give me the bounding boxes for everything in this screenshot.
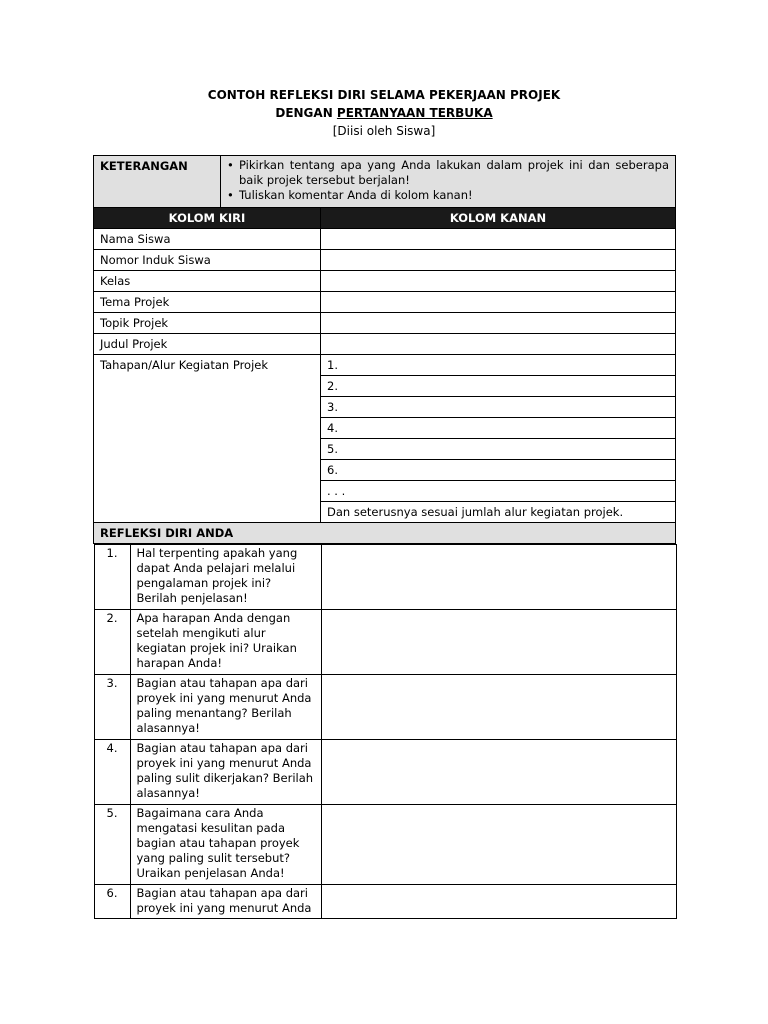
document-heading xyxy=(0,86,768,140)
field-label: Judul Projek xyxy=(94,334,321,355)
keterangan-bullet: • Pikirkan tentang apa yang Anda lakukan dalam projek ini dan seberapa baik projek tersebut berjalan! xyxy=(227,158,669,188)
tahapan-step[interactable]: 6. xyxy=(321,460,676,481)
field-row xyxy=(94,271,676,292)
answer-cell[interactable] xyxy=(321,675,676,740)
answer-cell[interactable] xyxy=(321,545,676,610)
question-text: Bagaimana cara Anda mengatasi kesulitan pada bagian atau tahapan proyek yang paling sulit tersebut? Uraikan penjelasan Anda! xyxy=(130,805,321,885)
question-number: 5. xyxy=(94,805,130,885)
keterangan-row xyxy=(94,156,676,208)
question-row xyxy=(94,610,676,675)
tahapan-step[interactable]: . . . xyxy=(321,481,676,502)
question-text: Bagian atau tahapan apa dari proyek ini yang menurut Anda xyxy=(130,885,321,919)
title-line-2-prefix: DENGAN xyxy=(275,106,337,120)
tahapan-label: Tahapan/Alur Kegiatan Projek xyxy=(94,355,321,523)
field-value[interactable] xyxy=(321,334,676,355)
refleksi-heading: REFLEKSI DIRI ANDA xyxy=(94,523,676,544)
column-header-right: KOLOM KANAN xyxy=(321,208,676,229)
question-text: Apa harapan Anda dengan setelah mengikuti alur kegiatan projek ini? Uraikan harapan Anda! xyxy=(130,610,321,675)
keterangan-content xyxy=(221,156,676,208)
question-number: 6. xyxy=(94,885,130,919)
title-line-2-underlined: PERTANYAAN TERBUKA xyxy=(336,106,493,120)
field-value[interactable] xyxy=(321,271,676,292)
answer-cell[interactable] xyxy=(321,610,676,675)
field-value[interactable] xyxy=(321,313,676,334)
keterangan-bullet: • Tuliskan komentar Anda di kolom kanan! xyxy=(227,188,669,203)
answer-cell[interactable] xyxy=(321,885,676,919)
keterangan-bullets xyxy=(227,156,669,203)
field-label: Tema Projek xyxy=(94,292,321,313)
title-line-2 xyxy=(0,104,768,122)
field-row xyxy=(94,313,676,334)
question-number: 4. xyxy=(94,740,130,805)
answer-cell[interactable] xyxy=(321,805,676,885)
field-row xyxy=(94,334,676,355)
field-row xyxy=(94,229,676,250)
question-text: Bagian atau tahapan apa dari proyek ini yang menurut Anda paling sulit dikerjakan? Berilah alasannya! xyxy=(130,740,321,805)
field-value[interactable] xyxy=(321,229,676,250)
tahapan-step[interactable]: 2. xyxy=(321,376,676,397)
refleksi-questions-table xyxy=(94,544,677,919)
keterangan-label: KETERANGAN xyxy=(94,156,221,208)
tahapan-row xyxy=(94,355,676,376)
field-value[interactable] xyxy=(321,292,676,313)
question-text: Bagian atau tahapan apa dari proyek ini yang menurut Anda paling menantang? Berilah alasannya! xyxy=(130,675,321,740)
question-row xyxy=(94,545,676,610)
tahapan-step[interactable]: 3. xyxy=(321,397,676,418)
field-label: Topik Projek xyxy=(94,313,321,334)
tahapan-step[interactable]: 4. xyxy=(321,418,676,439)
field-label: Nama Siswa xyxy=(94,229,321,250)
reflection-table xyxy=(93,155,676,919)
question-number: 3. xyxy=(94,675,130,740)
title-line-1: CONTOH REFLEKSI DIRI SELAMA PEKERJAAN PROJEK xyxy=(207,88,561,102)
refleksi-questions-container xyxy=(94,544,676,920)
question-text: Hal terpenting apakah yang dapat Anda pelajari melalui pengalaman projek ini? Berilah penjelasan! xyxy=(130,545,321,610)
question-number: 1. xyxy=(94,545,130,610)
refleksi-heading-row xyxy=(94,523,676,544)
field-label: Kelas xyxy=(94,271,321,292)
refleksi-questions-row xyxy=(94,544,676,920)
tahapan-step[interactable]: 1. xyxy=(321,355,676,376)
question-row xyxy=(94,740,676,805)
field-label: Nomor Induk Siswa xyxy=(94,250,321,271)
question-row xyxy=(94,675,676,740)
question-row xyxy=(94,885,676,919)
tahapan-note[interactable]: Dan seterusnya sesuai jumlah alur kegiatan projek. xyxy=(321,502,676,523)
column-header-row xyxy=(94,208,676,229)
question-row xyxy=(94,805,676,885)
subtitle: [Diisi oleh Siswa] xyxy=(332,124,436,138)
field-value[interactable] xyxy=(321,250,676,271)
question-number: 2. xyxy=(94,610,130,675)
field-row xyxy=(94,250,676,271)
field-row xyxy=(94,292,676,313)
tahapan-step[interactable]: 5. xyxy=(321,439,676,460)
answer-cell[interactable] xyxy=(321,740,676,805)
column-header-left: KOLOM KIRI xyxy=(94,208,321,229)
